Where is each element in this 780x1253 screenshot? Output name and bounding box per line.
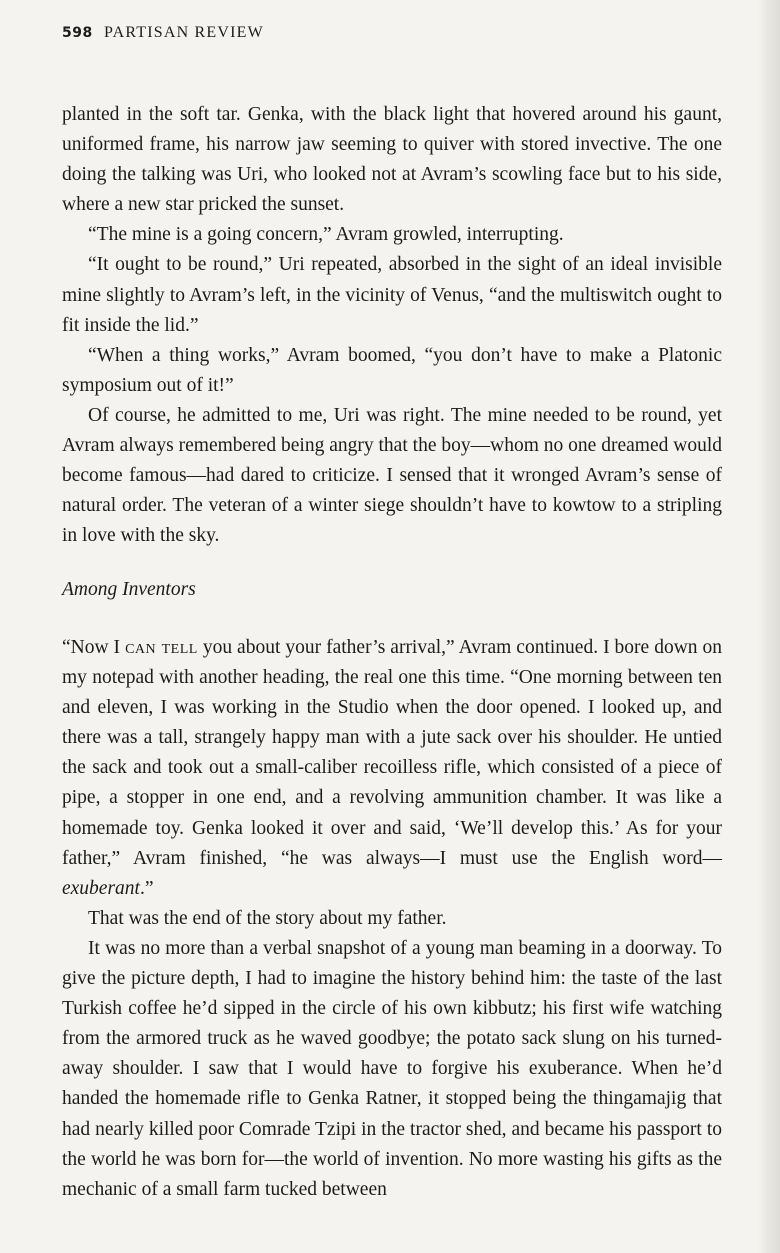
running-head — [62, 24, 264, 42]
section-heading: Among Inventors — [62, 579, 196, 600]
body-text-bottom — [62, 633, 722, 1205]
page-edge-shadow — [758, 0, 780, 1253]
paragraph-end: .” — [139, 877, 154, 899]
paragraph-text: you about your father’s arrival,” Avram continued. I bore down on my notepad with another heading, the real one this time. “One morning between ten and eleven, I was working in the Studio when the door opened. I looked up, and there was a tall, strangely happy man with a jute sack over his shoulder. He untied the sack and took out a small-caliber recoilless rifle, which consisted of a piece of pipe, a stopper in one end, and a revolving ammunition chamber. It was like a homemade toy. Genka looked it over and said, ‘We’ll develop this.’ As for your father,” Avram finished, “he was always—I must use the English word— — [62, 637, 723, 869]
paragraph: planted in the soft tar. Genka, with the black light that hovered around his gaunt, uniformed frame, his narrow jaw seeming to quiver with stored invective. The one doing the talking was Uri, who looked not at Avram’s scowling face but to his side, where a new star pricked the sunset. — [62, 104, 722, 216]
paragraph-arrival — [62, 633, 722, 904]
body-text-top — [62, 100, 722, 551]
paragraph: That was the end of the story about my father. — [88, 907, 447, 929]
lead-small-caps: can tell — [125, 637, 198, 658]
paragraph: “It ought to be round,” Uri repeated, absorbed in the sight of an ideal invisible mine slightly to Avram’s left, in the vicinity of Venus, “and the multiswitch ought to fit inside the lid.” — [62, 254, 722, 336]
italic-word: exuberant — [62, 877, 140, 899]
paragraph: “When a thing works,” Avram boomed, “you don’t have to make a Platonic symposium out of it!” — [62, 344, 722, 396]
paragraph: It was no more than a verbal snapshot of a young man beaming in a doorway. To give the picture depth, I had to imagine the history behind him: the taste of the last Turkish coffee he’d sipped in the circle of his own kibbutz; his first wife watching from the armored truck as he waved goodbye; the potato sack slung on his turned-away shoulder. I saw that I would have to forgive his exuberance. When he’d handed the homemade rifle to Genka Ratner, it stopped being the thingamajig that had nearly killed poor Comrade Tzipi in the tractor shed, and became his passport to the world he was born for—the world of invention. No more wasting his gifts as the mechanic of a small farm tucked between — [62, 937, 722, 1200]
page-number: 598 — [62, 25, 93, 41]
paragraph: “The mine is a going concern,” Avram growled, interrupting. — [88, 224, 564, 246]
lead-open: “Now I — [62, 637, 121, 658]
journal-title: PARTISAN REVIEW — [103, 24, 264, 41]
paragraph: Of course, he admitted to me, Uri was right. The mine needed to be round, yet Avram always remembered being angry that the boy—whom no one dreamed would become famous—had dared to criticize. I sensed that it wronged Avram’s sense of natural order. The veteran of a winter siege shouldn’t have to kowtow to a stripling in love with the sky. — [62, 404, 722, 547]
